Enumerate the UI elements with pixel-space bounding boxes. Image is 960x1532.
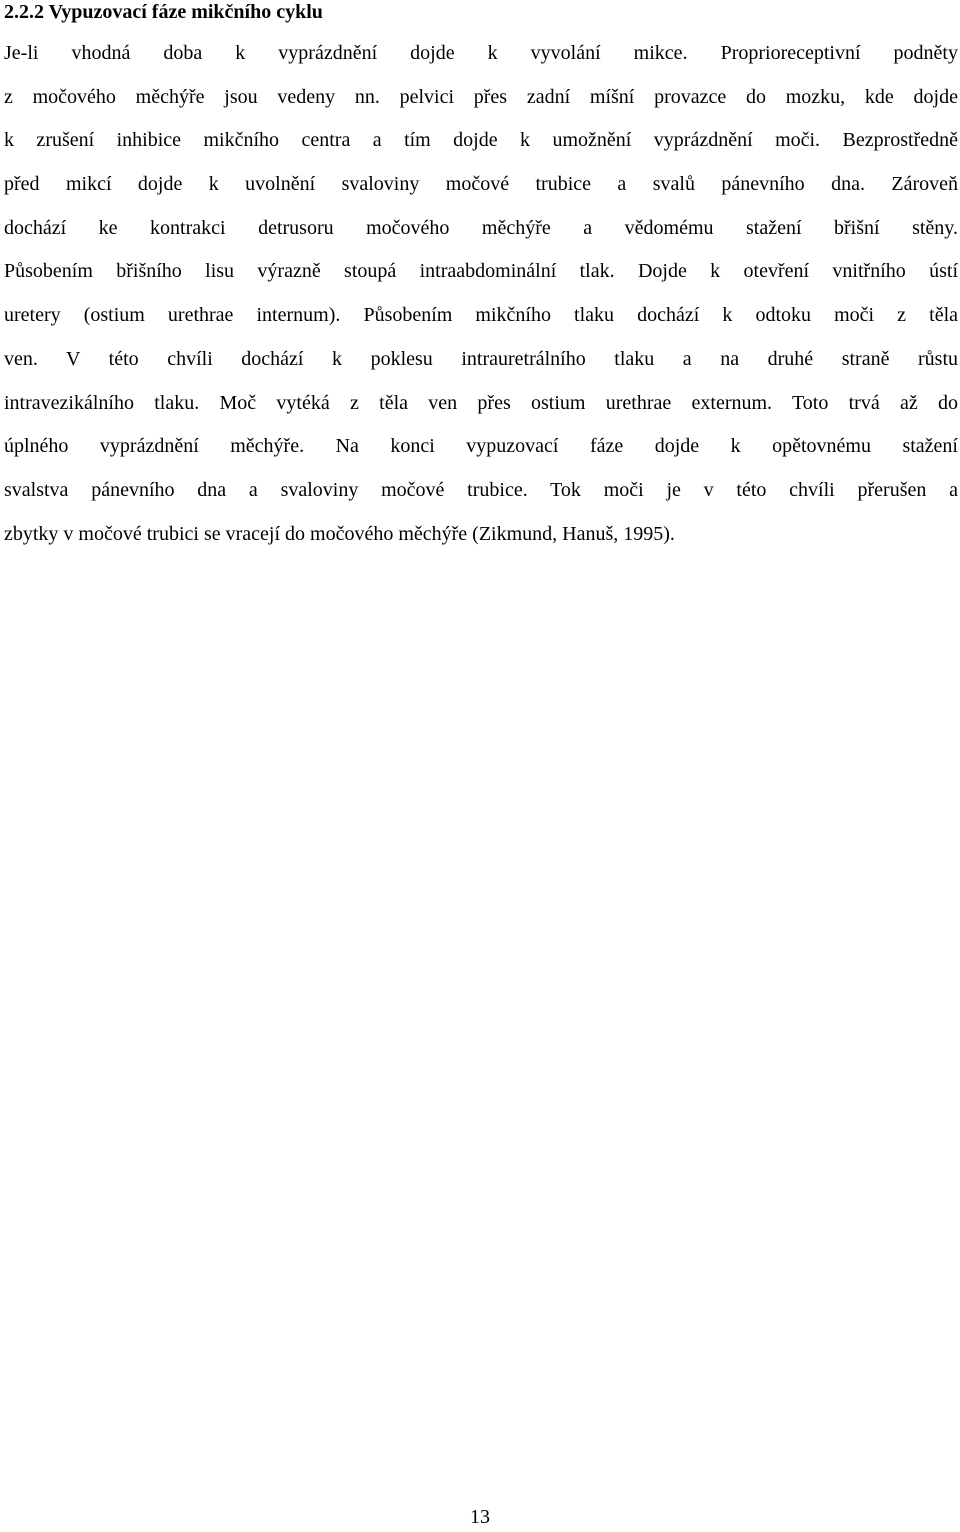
paragraph-line: dochází ke kontrakci detrusoru močového měchýře a vědomému stažení břišní stěny. (4, 216, 958, 239)
page-number: 13 (470, 1506, 490, 1528)
section-heading: 2.2.2 Vypuzovací fáze mikčního cyklu (4, 1, 323, 23)
paragraph-line: Působením břišního lisu výrazně stoupá intraabdominální tlak. Dojde k otevření vnitřního ústí (4, 260, 958, 283)
paragraph-line: z močového měchýře jsou vedeny nn. pelvici přes zadní míšní provazce do mozku, kde dojde (4, 85, 958, 108)
paragraph-line: uretery (ostium urethrae internum). Působením mikčního tlaku dochází k odtoku moči z těla (4, 304, 958, 327)
paragraph-line: úplného vyprázdnění měchýře. Na konci vypuzovací fáze dojde k opětovnému stažení (4, 435, 958, 458)
paragraph-line: Je-li vhodná doba k vyprázdnění dojde k vyvolání mikce. Proprioreceptivní podněty (4, 42, 958, 64)
paragraph-line: ven. V této chvíli dochází k poklesu intrauretrálního tlaku a na druhé straně růstu (4, 347, 958, 370)
paragraph-line: k zrušení inhibice mikčního centra a tím dojde k umožnění vyprázdnění moči. Bezprostředně (4, 129, 958, 152)
paragraph-line: před mikcí dojde k uvolnění svaloviny močové trubice a svalů pánevního dna. Zároveň (4, 173, 958, 196)
body-paragraph (4, 32, 958, 556)
paragraph-line: intravezikálního tlaku. Moč vytéká z těla ven přes ostium urethrae externum. Toto trvá až do (4, 391, 958, 414)
paragraph-line: zbytky v močové trubici se vracejí do močového měchýře (Zikmund, Hanuš, 1995). (4, 522, 675, 545)
paragraph-line: svalstva pánevního dna a svaloviny močové trubice. Tok moči je v této chvíli přerušen a (4, 478, 958, 501)
